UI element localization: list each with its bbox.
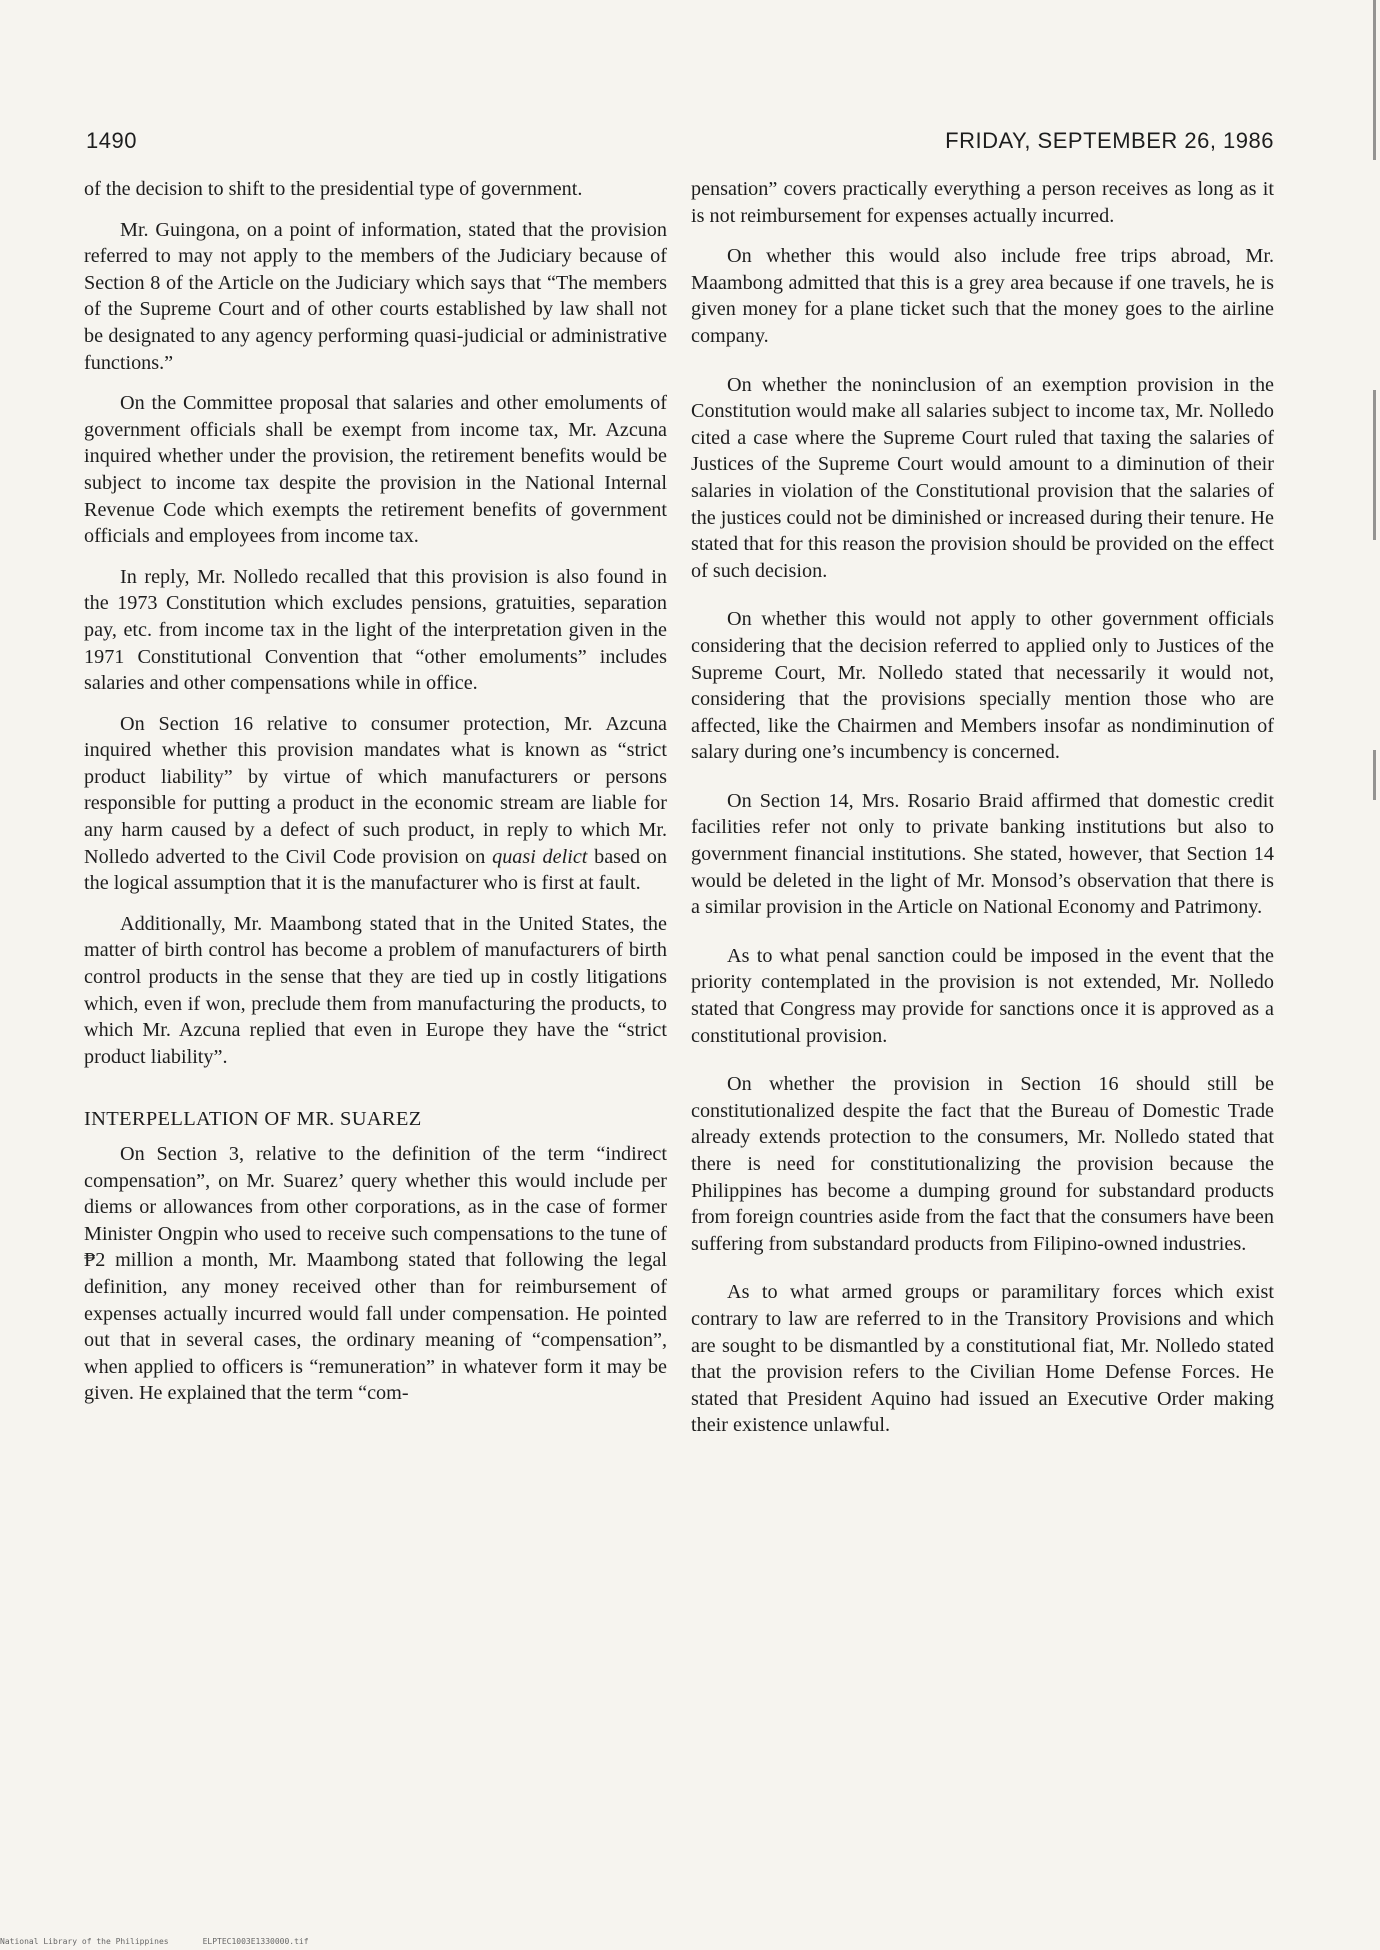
- page-number: 1490: [86, 128, 137, 153]
- text-columns: [84, 176, 1274, 1453]
- scan-mark: [1373, 750, 1376, 800]
- paragraph: pensation” covers practically everything a person receives as long as it is not reimbursement for expenses actually incurred.: [691, 178, 1274, 227]
- paragraph: On the Committee proposal that salaries and other emoluments of government officials shall be exempt from income tax, Mr. Azcuna inquired whether under the provision, the retirement benefits would be subject to income tax despite the provision in the National Internal Revenue Code which exempts the retirement benefits of government officials and employees from income tax.: [84, 392, 667, 548]
- section-heading: INTERPELLATION OF MR. SUAREZ: [84, 1108, 422, 1131]
- scan-footer: [0, 1937, 309, 1946]
- paragraph: Mr. Guingona, on a point of information, stated that the provision referred to may not apply to the members of the Judiciary because of Section 8 of the Article on the Judiciary which says that “The members of the Supreme Court and of other courts established by law shall not be designated to any agency performing quasi-judicial or administrative functions.”: [84, 218, 667, 374]
- paragraph: On whether this would not apply to other government officials considering that the decision referred to applied only to Justices of the Supreme Court, Mr. Nolledo stated that necessarily it would not, considering that the provisions specially mention those who are affected, like the Chairmen and Members insofar as nondiminution of salary during one’s incumbency is concerned.: [691, 608, 1274, 764]
- paragraph: [84, 711, 667, 897]
- scan-edge-marks: [1368, 0, 1376, 1950]
- paragraph: On whether the noninclusion of an exemption provision in the Constitution would make all salaries subject to income tax, Mr. Nolledo cited a case where the Supreme Court ruled that taxing the salaries of Justices of the Supreme Court would amount to a diminution of their salaries in violation of the Constitutional provision that the salaries of the justices could not be diminished or increased during their tenure. He stated that for this reason the provision should be provided on the effect of such decision.: [691, 373, 1274, 582]
- paragraph: On whether this would also include free trips abroad, Mr. Maambong admitted that this is a grey area because if one travels, he is given money for a plane ticket such that the money goes to the airline company.: [691, 245, 1274, 347]
- paragraph: In reply, Mr. Nolledo recalled that this provision is also found in the 1973 Constitution which excludes pensions, gratuities, separation pay, etc. from income tax in the light of the interpretation given in the 1971 Constitutional Convention that “other emoluments” includes salaries and other compensations while in office.: [84, 565, 667, 695]
- footer-source: National Library of the Philippines: [0, 1937, 169, 1946]
- page-date: FRIDAY, SEPTEMBER 26, 1986: [945, 128, 1274, 153]
- left-column: [84, 176, 667, 1453]
- paragraph-italic-term: quasi delict: [492, 845, 588, 868]
- page-header: [86, 114, 1274, 154]
- paragraph: As to what penal sanction could be imposed in the event that the priority contemplated in the provision is not extended, Mr. Nolledo stated that Congress may provide for sanctions once it is approved as a constitutional provision.: [691, 944, 1274, 1047]
- scan-mark: [1373, 0, 1376, 160]
- paragraph: On Section 3, relative to the definition of the term “indirect compensation”, on Mr. Suarez’ query whether this would include per diems or allowances from other corporations, as in the case of former Minister Ongpin who used to receive such compensations to the tune of ₱2 million a month, Mr. Maambong stated that following the legal definition, any money received other than for reimbursement of expenses actually incurred would fall under compensation. He pointed out that in several cases, the ordinary meaning of “compensation”, when applied to officers is “remuneration” in whatever form it may be given. He explained that the term “com-: [84, 1143, 667, 1405]
- paragraph-text: based on the logical assumption that it is the manufacturer who is first at fault.: [84, 845, 667, 895]
- paragraph: On Section 14, Mrs. Rosario Braid affirmed that domestic credit facilities refer not only to private banking institutions but also to government financial institutions. She stated, however, that Section 14 would be deleted in the light of Mr. Monsod’s observation that there is a similar provision in the Article on National Economy and Patrimony.: [691, 789, 1274, 919]
- paragraph: Additionally, Mr. Maambong stated that in the United States, the matter of birth control has become a problem of manufacturers of birth control products in the sense that they are tied up in costly litigations which, even if won, preclude them from manufacturing the products, to which Mr. Azcuna replied that even in Europe they have the “strict product liability”.: [84, 912, 667, 1068]
- footer-filename: ELPTEC1003E1330000.tif: [202, 1937, 309, 1946]
- paragraph: of the decision to shift to the presidential type of government.: [84, 178, 583, 200]
- scan-mark: [1373, 390, 1376, 540]
- right-column: [691, 176, 1274, 1453]
- paragraph: On whether the provision in Section 16 should still be constitutionalized despite the fact that the Bureau of Domestic Trade already extends protection to the consumers, Mr. Nolledo stated that there is need for constitutionalizing the provision because the Philippines has become a dumping ground for substandard products from foreign countries aside from the fact that the consumers have been suffering from substandard products from Filipino-owned industries.: [691, 1073, 1274, 1255]
- paragraph: As to what armed groups or paramilitary forces which exist contrary to law are referred to in the Transitory Provisions and which are sought to be dismantled by a constitutional fiat, Mr. Nolledo stated that the provision refers to the Civilian Home Defense Forces. He stated that President Aquino had issued an Executive Order making their existence unlawful.: [691, 1281, 1274, 1437]
- paragraph-text: On Section 16 relative to consumer protection, Mr. Azcuna inquired whether this provision mandates what is known as “strict product liability” by virtue of which manufacturers or persons responsible for putting a product in the economic stream are liable for any harm caused by a defect of such product, in reply to which Mr. Nolledo adverted to the Civil Code provision on: [84, 712, 667, 868]
